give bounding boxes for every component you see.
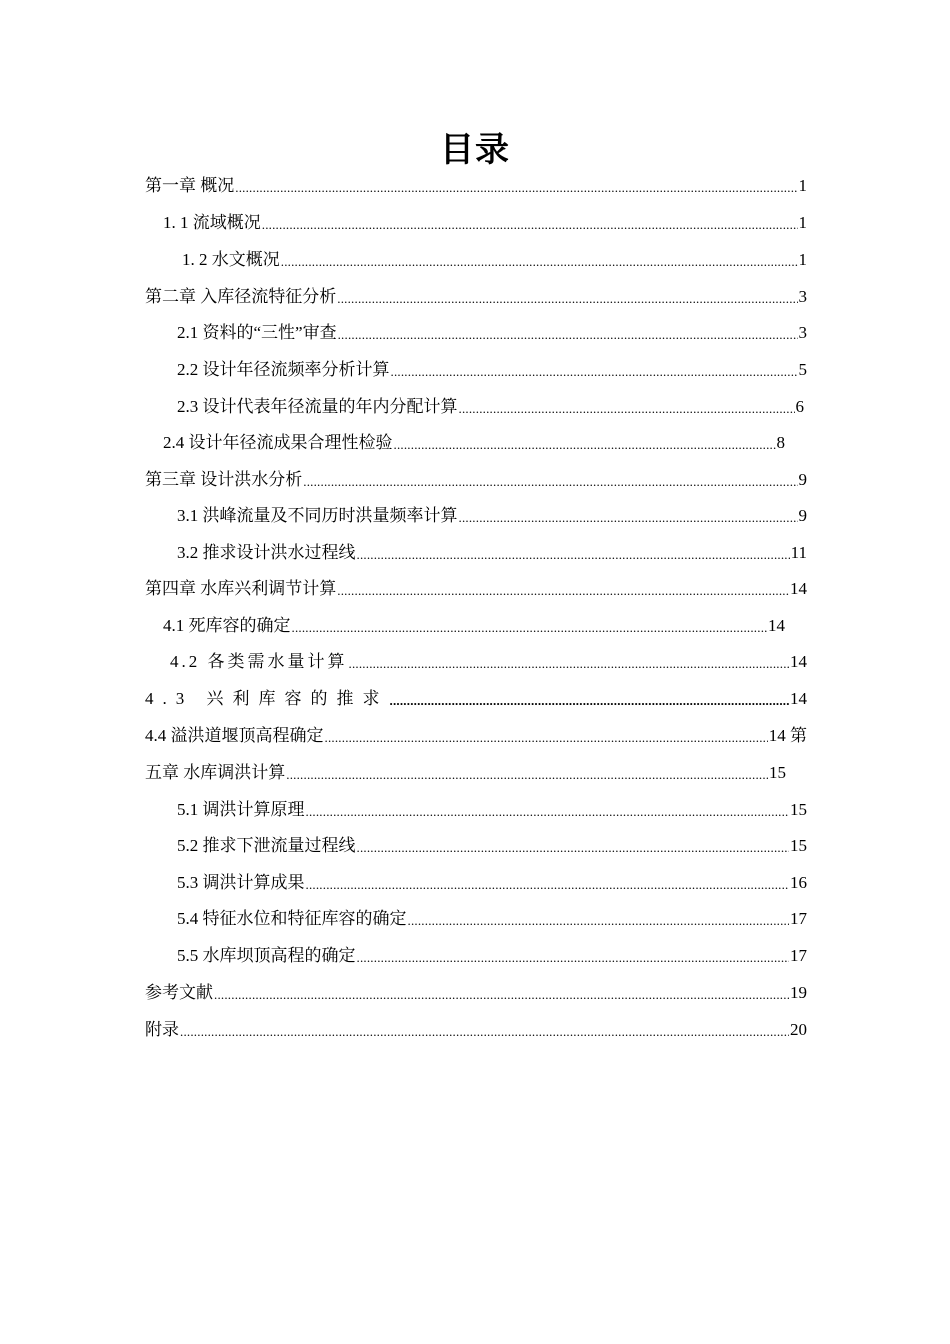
toc-dot-leader [305,865,790,901]
toc-dot-leader [356,938,790,974]
toc-entry-page: 9 [798,470,807,489]
toc-dot-leader [336,571,789,607]
toc-dot-leader [234,168,797,204]
toc-entry-label: 5.4 特征水位和特征库容的确定 [177,909,407,928]
toc-entry-label: 2.1 资料的“三性”审查 [177,323,337,342]
toc-entry[interactable] [145,755,786,791]
toc-entry-label: 第三章 设计洪水分析 [145,470,303,489]
toc-entry-label: 5.5 水库坝顶高程的确定 [177,946,356,965]
toc-dot-leader [305,792,790,828]
toc-entry-label: 4.4 溢洪道堰顶高程确定 [145,726,324,745]
toc-entry-page: 1 [798,250,807,269]
toc-entry[interactable] [145,975,807,1011]
toc-entry-page: 5 [798,360,807,379]
toc-entry-label: 参考文献 [145,983,213,1002]
toc-dot-leader [458,498,798,534]
toc-entry[interactable] [177,865,807,901]
toc-entry-page: 14 [768,616,785,635]
toc-entry[interactable] [177,792,807,828]
toc-entry-page: 20 [790,1020,807,1039]
toc-dot-leader [302,462,797,498]
toc-dot-leader [356,828,790,864]
toc-entry-page: 14 [790,579,807,598]
toc-entry[interactable] [145,571,807,607]
toc-entry-label: 1. 2 水文概况 [182,250,280,269]
toc-dot-leader [458,389,795,425]
toc-entry-page: 14 [790,689,807,708]
toc-entry[interactable] [182,242,807,278]
toc-entry-page: 19 [790,983,807,1002]
toc-dot-leader [348,644,790,680]
toc-dot-leader [336,279,797,315]
toc-entry-page: 14 [790,652,807,671]
toc-entry-label: 附录 [145,1020,179,1039]
toc-entry[interactable] [177,498,807,534]
toc-entry-label: 2.4 设计年径流成果合理性检验 [163,433,393,452]
toc-entry[interactable] [177,938,807,974]
toc-entry[interactable] [163,205,807,241]
toc-entry-page: 9 [798,506,807,525]
toc-dot-leader [285,755,768,791]
toc-entry-page: 15 [790,836,807,855]
toc-entry-label: 第二章 入库径流特征分析 [145,287,337,306]
toc-dot-leader [389,681,790,717]
toc-entry[interactable] [170,644,807,680]
toc-entry[interactable] [163,608,785,644]
toc-entry-label: 2.2 设计年径流频率分析计算 [177,360,390,379]
toc-entry-page: 8 [776,433,785,452]
toc-dot-leader [337,315,798,351]
toc-entry[interactable] [145,279,807,315]
toc-entry-label: 4.2 各类需水量计算 [170,652,348,671]
toc-entry-page: 16 [790,873,807,892]
toc-dot-leader [356,535,790,571]
toc-dot-leader [280,242,798,278]
toc-entry[interactable] [145,1012,807,1048]
toc-entry-page: 15 [790,800,807,819]
toc-entry-page: 17 [790,946,807,965]
toc-entry-page: 6 [795,397,804,416]
toc-entry-label: 4.1 死库容的确定 [163,616,291,635]
toc-dot-leader [393,425,776,461]
toc-entry-label: 3.1 洪峰流量及不同历时洪量频率计算 [177,506,458,525]
toc-entry-label: 5.1 调洪计算原理 [177,800,305,819]
toc-entry-label: 第一章 概况 [145,176,235,195]
toc-entry-label: 3.2 推求设计洪水过程线 [177,543,356,562]
toc-entry-page: 1 [798,176,807,195]
toc-entry[interactable] [177,535,807,571]
toc-entry-label: 1. 1 流域概况 [163,213,261,232]
toc-entry-label: 5.3 调洪计算成果 [177,873,305,892]
toc-dot-leader [390,352,798,388]
toc-title: 目录 [440,130,510,170]
toc-entry[interactable] [145,718,807,754]
toc-entry[interactable] [145,681,807,717]
toc-entry[interactable] [177,315,807,351]
toc-dot-leader [407,901,790,937]
toc-entry-page: 3 [798,323,807,342]
toc-entry[interactable] [163,425,785,461]
toc-entry-label: 4.3 兴利库容的推求 [145,689,389,708]
toc-entry-label: 2.3 设计代表年径流量的年内分配计算 [177,397,458,416]
toc-entry-label: 5.2 推求下泄流量过程线 [177,836,356,855]
toc-entry[interactable] [145,462,807,498]
toc-entry-page: 17 [790,909,807,928]
toc-entry-page: 14 第 [768,726,807,745]
toc-entry[interactable] [177,901,807,937]
toc-entry[interactable] [145,168,807,204]
toc-entry-label: 第四章 水库兴利调节计算 [145,579,337,598]
toc-dot-leader [324,718,768,754]
toc-entry[interactable] [177,352,807,388]
toc-entry-label: 五章 水库调洪计算 [145,763,286,782]
toc-entry-page: 11 [790,543,807,562]
toc-entry[interactable] [177,828,807,864]
toc-entry-page: 1 [798,213,807,232]
toc-dot-leader [179,1012,789,1048]
toc-dot-leader [291,608,768,644]
toc-entry[interactable] [177,389,804,425]
toc-dot-leader [213,975,789,1011]
toc-entry-page: 3 [798,287,807,306]
toc-dot-leader [261,205,798,241]
toc-entry-page: 15 [769,763,786,782]
